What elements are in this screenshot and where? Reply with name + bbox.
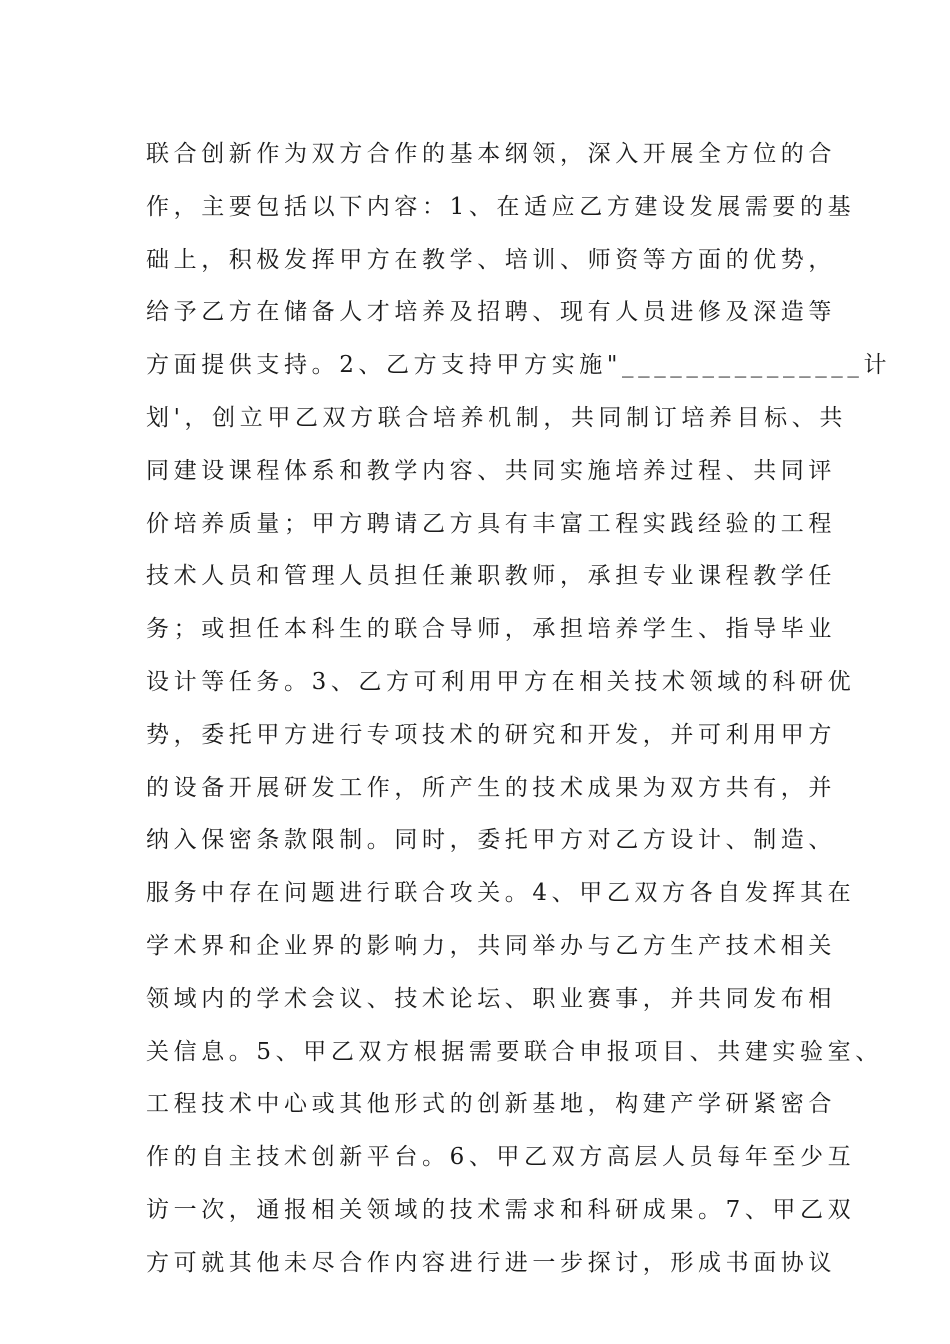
text-line: 势，委托甲方进行专项技术的研究和开发，并可利用甲方: [146, 721, 836, 748]
text-line: 联合创新作为双方合作的基本纲领，深入开展全方位的合: [146, 141, 836, 167]
text-line: 学术界和企业界的影响力，共同举办与乙方生产技术相关: [146, 932, 836, 959]
text-line: 工程技术中心或其他形式的创新基地，构建产学研紧密合: [146, 1091, 836, 1118]
text-line: 设计等任务。3、乙方可利用甲方在相关技术领域的科研优: [146, 668, 856, 695]
text-line: 础上，积极发挥甲方在教学、培训、师资等方面的优势，: [146, 246, 836, 273]
text-line: 服务中存在问题进行联合攻关。4、甲乙双方各自发挥其在: [146, 880, 856, 907]
text-line: 价培养质量；甲方聘请乙方具有丰富工程实践经验的工程: [146, 510, 836, 537]
body-text: [146, 132, 892, 1294]
text-line: 领域内的学术会议、技术论坛、职业赛事，并共同发布相: [146, 985, 836, 1012]
text-line: 给予乙方在储备人才培养及招聘、现有人员进修及深造等: [146, 299, 836, 326]
text-line: 的设备开展研发工作，所产生的技术成果为双方共有，并: [146, 774, 836, 801]
text-line: 作的自主技术创新平台。6、甲乙双方高层人员每年至少互: [146, 1144, 856, 1171]
text-line: 技术人员和管理人员担任兼职教师，承担专业课程教学任: [146, 563, 836, 590]
text-line: 同建设课程体系和教学内容、共同实施培养过程、共同评: [146, 457, 836, 484]
text-line: 作，主要包括以下内容：1、在适应乙方建设发展需要的基: [146, 193, 856, 220]
text-line: 访一次，通报相关领域的技术需求和科研成果。7、甲乙双: [146, 1196, 856, 1223]
text-line: 纳入保密条款限制。同时，委托甲方对乙方设计、制造、: [146, 827, 836, 854]
text-line: 方面提供支持。2、乙方支持甲方实施"_______________计: [146, 352, 892, 379]
text-line: 务；或担任本科生的联合导师，承担培养学生、指导毕业: [146, 616, 836, 643]
text-line: 方可就其他未尽合作内容进行进一步探讨，形成书面协议: [146, 1249, 836, 1276]
text-line: 划'，创立甲乙双方联合培养机制，共同制订培养目标、共: [146, 404, 847, 431]
text-line: 关信息。5、甲乙双方根据需要联合申报项目、共建实验室、: [146, 1038, 883, 1065]
